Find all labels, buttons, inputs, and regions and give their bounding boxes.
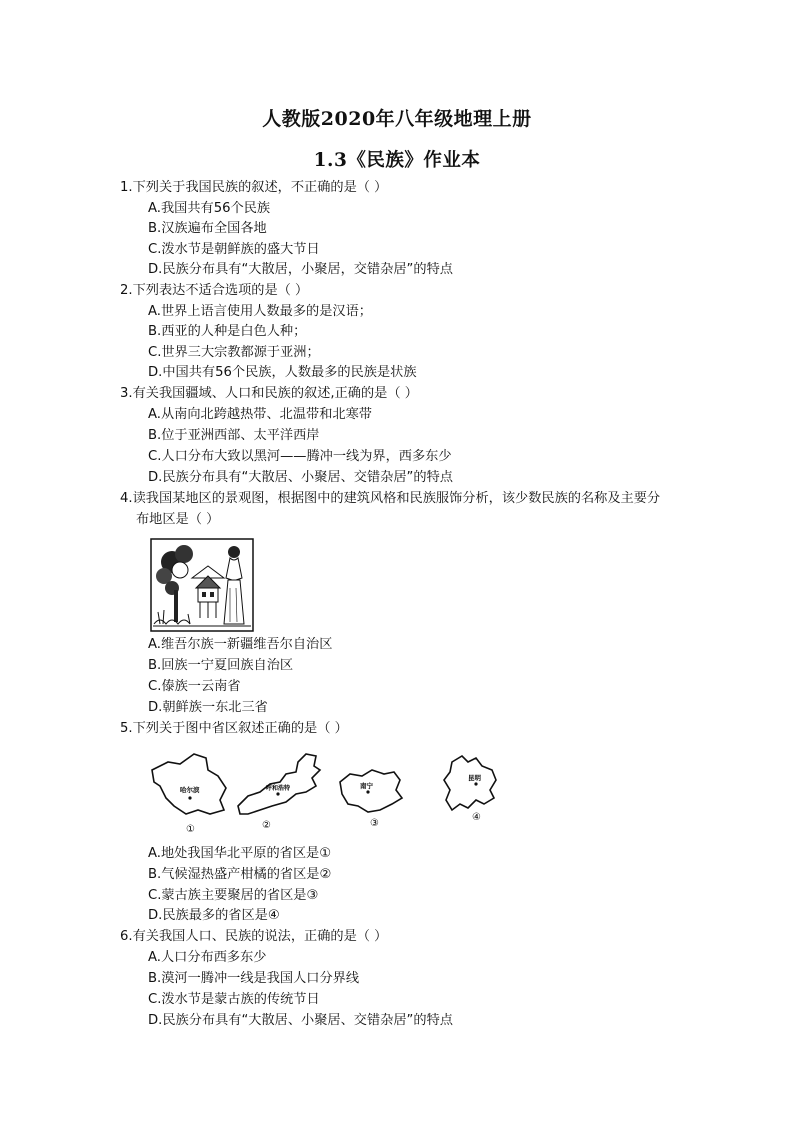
map-2-city-label: 呼和浩特: [266, 785, 291, 792]
question-2-option-c: C.世界三大宗教都源于亚洲；: [148, 345, 320, 360]
province-maps-figure: [146, 748, 516, 844]
question-4-option-a: A.维吾尔族一新疆维吾尔自治区: [148, 637, 333, 652]
province-map-2: [238, 754, 320, 831]
question-1-option-c: C.泼水节是朝鲜族的盛大节日: [148, 242, 320, 257]
question-1-stem: 1.下列关于我国民族的叙述，不正确的是（ ）: [120, 180, 388, 195]
map-1-city-label: 哈尔滨: [180, 786, 200, 794]
question-1-option-d: D.民族分布具有“大散居，小聚居，交错杂居”的特点: [148, 262, 453, 277]
question-5-option-a: A.地处我国华北平原的省区是①: [148, 846, 332, 861]
question-1-option-a: A.我国共有56个民族: [148, 201, 271, 216]
map-3-number: ③: [370, 818, 379, 829]
question-1-option-b: B.汉族遍布全国各地: [148, 221, 267, 236]
question-6-option-a: A.人口分布西多东少: [148, 950, 267, 965]
question-2-option-a: A.世界上语言使用人数最多的是汉语；: [148, 304, 372, 319]
province-outline-maps: [146, 748, 516, 840]
question-6-option-b: B.漠河一腾冲一线是我国人口分界线: [148, 971, 360, 986]
map-4-number: ④: [472, 812, 481, 823]
question-2-option-d: D.中国共有56个民族，人数最多的民族是状族: [148, 365, 417, 380]
question-3-option-d: D.民族分布具有“大散居、小聚居、交错杂居”的特点: [148, 470, 453, 485]
map-1-number: ①: [186, 824, 195, 835]
question-4-option-c: C.傣族一云南省: [148, 679, 241, 694]
question-4-option-d: D.朝鲜族一东北三省: [148, 700, 268, 715]
map-4-city-label: 昆明: [468, 774, 481, 782]
question-2-stem: 2.下列表达不适合选项的是（ ）: [120, 283, 309, 298]
page-subtitle: 1.3《民族》作业本: [313, 150, 481, 171]
question-4-stem-continued: 布地区是（ ）: [136, 512, 220, 527]
ethnic-landscape-figure: [150, 538, 254, 636]
landscape-illustration: [150, 538, 254, 632]
question-4-stem: 4.读我国某地区的景观图，根据图中的建筑风格和民族服饰分析，该少数民族的名称及主要分: [120, 491, 661, 506]
question-6-option-c: C.泼水节是蒙古族的传统节日: [148, 992, 320, 1007]
question-3-stem: 3.有关我国疆域、人口和民族的叙述,正确的是（ ）: [120, 386, 418, 401]
page-title: 人教版2020年八年级地理上册: [262, 108, 532, 130]
province-map-1: [152, 754, 226, 835]
question-5-option-b: B.气候湿热盛产柑橘的省区是②: [148, 867, 332, 882]
question-5-stem: 5.下列关于图中省区叙述正确的是（ ）: [120, 721, 348, 736]
map-2-number: ②: [262, 820, 271, 831]
question-6-stem: 6.有关我国人口、民族的说法，正确的是（ ）: [120, 929, 388, 944]
question-2-option-b: B.西亚的人种是白色人种；: [148, 324, 307, 339]
question-5-option-d: D.民族最多的省区是④: [148, 908, 280, 923]
province-map-3: [340, 770, 402, 829]
question-3-option-a: A.从南向北跨越热带、北温带和北寒带: [148, 407, 372, 422]
question-3-option-b: B.位于亚洲西部、太平洋西岸: [148, 428, 320, 443]
question-4-option-b: B.回族一宁夏回族自治区: [148, 658, 294, 673]
map-3-city-label: 南宁: [360, 782, 373, 790]
question-5-option-c: C.蒙古族主要聚居的省区是③: [148, 888, 319, 903]
question-3-option-c: C.人口分布大致以黑河——腾冲一线为界，西多东少: [148, 449, 452, 464]
question-6-option-d: D.民族分布具有“大散居、小聚居、交错杂居”的特点: [148, 1013, 453, 1028]
province-map-4: [444, 756, 496, 823]
